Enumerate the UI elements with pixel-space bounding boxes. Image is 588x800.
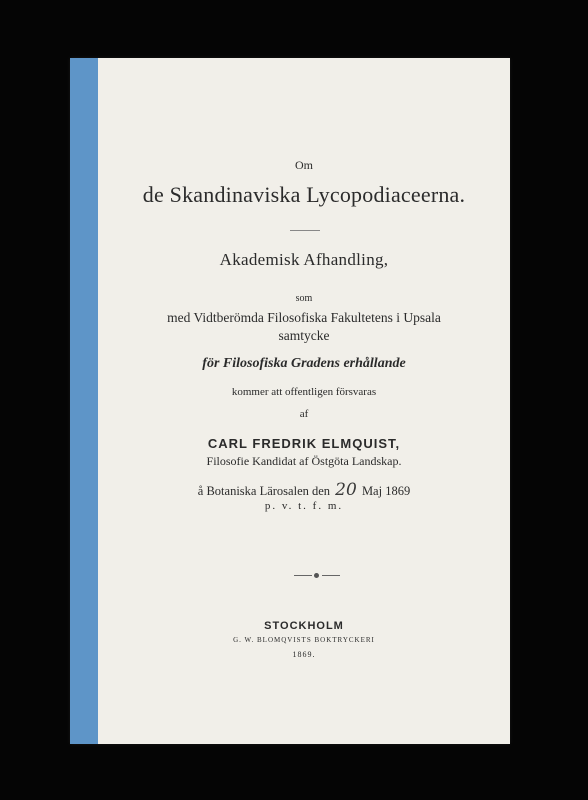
ornament-divider	[294, 575, 340, 577]
faculty-line: med Vidtberömda Filosofiska Fakultetens i Upsala	[167, 310, 441, 325]
city-name: STOCKHOLM	[264, 620, 344, 632]
handwritten-day: 20	[335, 480, 357, 500]
title-page-content	[98, 58, 510, 744]
dissertation-heading: Akademisk Afhandling,	[219, 250, 389, 269]
som-word: som	[295, 293, 313, 304]
author-title: Filosofie Kandidat af Östgöta Landskap.	[206, 454, 402, 468]
main-title: de Skandinaviska Lycopodiaceerna.	[142, 182, 466, 207]
samtycke-line: samtycke	[278, 328, 330, 343]
time-line: p. v. t. f. m.	[264, 500, 344, 512]
grade-line: för Filosofiska Gradens erhållande	[202, 356, 406, 371]
venue-line	[98, 480, 510, 500]
defense-line: kommer att offentligen försvaras	[231, 386, 377, 398]
venue-suffix: Maj 1869	[361, 484, 411, 498]
blue-spine-strip	[70, 58, 98, 744]
author-name: CARL FREDRIK ELMQUIST,	[207, 436, 401, 451]
af-word: af	[299, 408, 309, 420]
printer-name: G. W. BLOMQVISTS BOKTRYCKERI	[233, 636, 375, 644]
print-year: 1869.	[292, 650, 316, 659]
venue-prefix: å Botaniska Lärosalen den	[197, 484, 331, 498]
om-word: Om	[295, 158, 313, 172]
title-rule	[290, 230, 320, 231]
